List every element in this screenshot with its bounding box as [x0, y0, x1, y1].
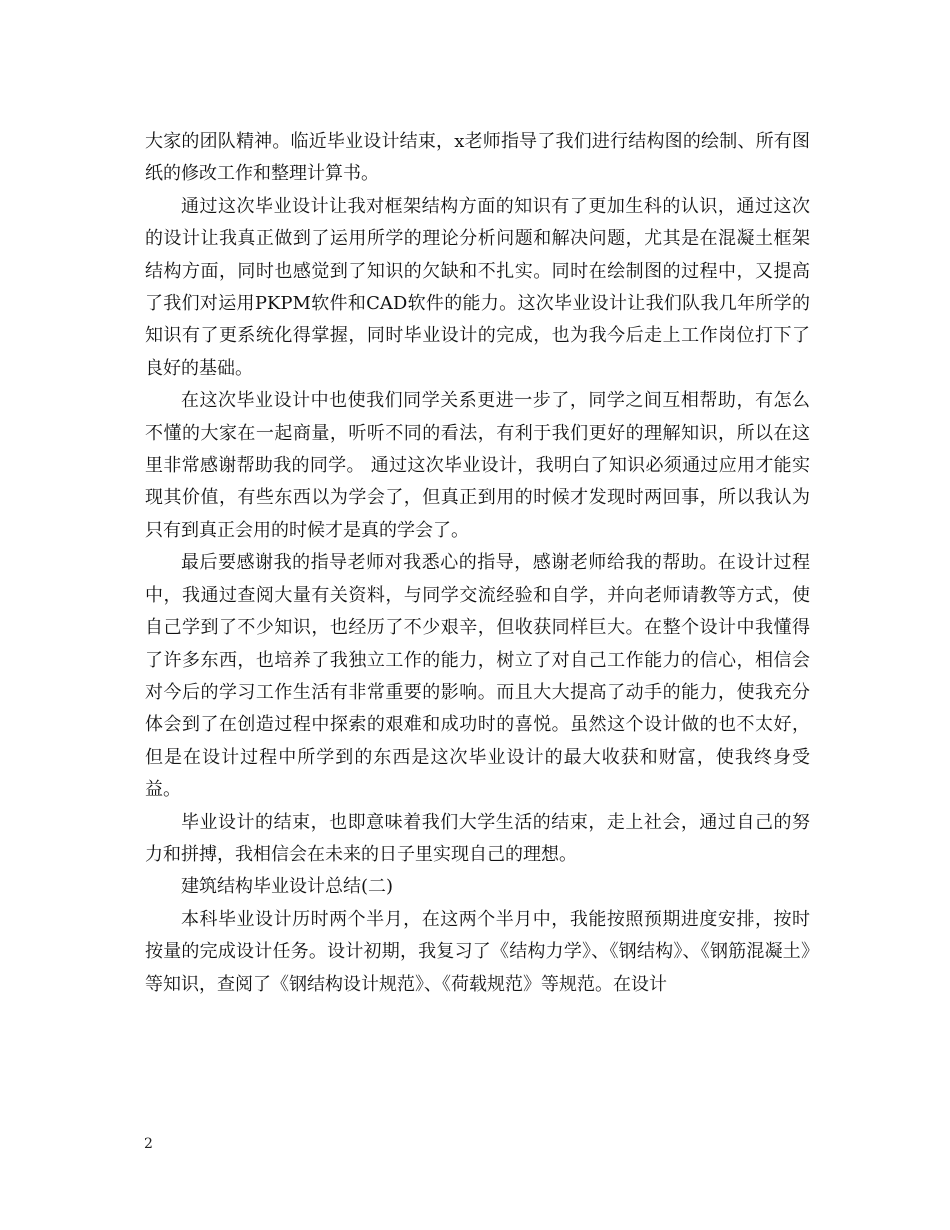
paragraph-6: 本科毕业设计历时两个半月，在这两个半月中，我能按照预期进度安排，按时按量的完成设计任务。设计初期，我复习了《结构力学》、《钢结构》、《钢筋混凝土》等知识，查阅了《钢结构设计规范》、《荷载规范》等规范。在设计: [145, 908, 810, 995]
paragraph-4: 最后要感谢我的指导老师对我悉心的指导，感谢老师给我的帮助。在设计过程中，我通过查阅大量有关资料，与同学交流经验和自学，并向老师请教等方式，使自己学到了不少知识，也经历了不少艰辛，但收获同样巨大。在整个设计中我懂得了许多东西，也培养了我独立工作的能力，树立了对自己工作能力的信心，相信会对今后的学习工作生活有非常重要的影响。而且大大提高了动手的能力，使我充分体会到了在创造过程中探索的艰难和成功时的喜悦。虽然这个设计做的也不太好，但是在设计过程中所学到的东西是这次毕业设计的最大收获和财富，使我终身受益。: [145, 552, 810, 801]
page-number: 2: [144, 1136, 153, 1152]
paragraph-2: 通过这次毕业设计让我对框架结构方面的知识有了更加生科的认识，通过这次的设计让我真正做到了运用所学的理论分析问题和解决问题，尤其是在混凝土框架结构方面，同时也感觉到了知识的欠缺和不扎实。同时在绘制图的过程中，又提高了我们对运用PKPM软件和CAD软件的能力。这次毕业设计让我们队我几年所学的知识有了更系统化得掌握，同时毕业设计的完成，也为我今后走上工作岗位打下了良好的基础。: [145, 195, 810, 379]
document-body: [145, 126, 810, 1001]
section-heading: 建筑结构毕业设计总结(二): [181, 876, 394, 898]
paragraph-5: 毕业设计的结束，也即意味着我们大学生活的结束，走上社会，通过自己的努力和拼搏，我相信会在未来的日子里实现自己的理想。: [145, 811, 810, 865]
paragraph-1: 大家的团队精神。临近毕业设计结束，x老师指导了我们进行结构图的绘制、所有图纸的修改工作和整理计算书。: [145, 131, 810, 185]
paragraph-3: 在这次毕业设计中也使我们同学关系更进一步了，同学之间互相帮助，有怎么不懂的大家在一起商量，听听不同的看法，有利于我们更好的理解知识，所以在这里非常感谢帮助我的同学。 通过这次毕业设计，我明白了知识必须通过应用才能实现其价值，有些东西以为学会了，但真正到用的时候才发现时两回事，所以我认为只有到真正会用的时候才是真的学会了。: [145, 390, 810, 541]
